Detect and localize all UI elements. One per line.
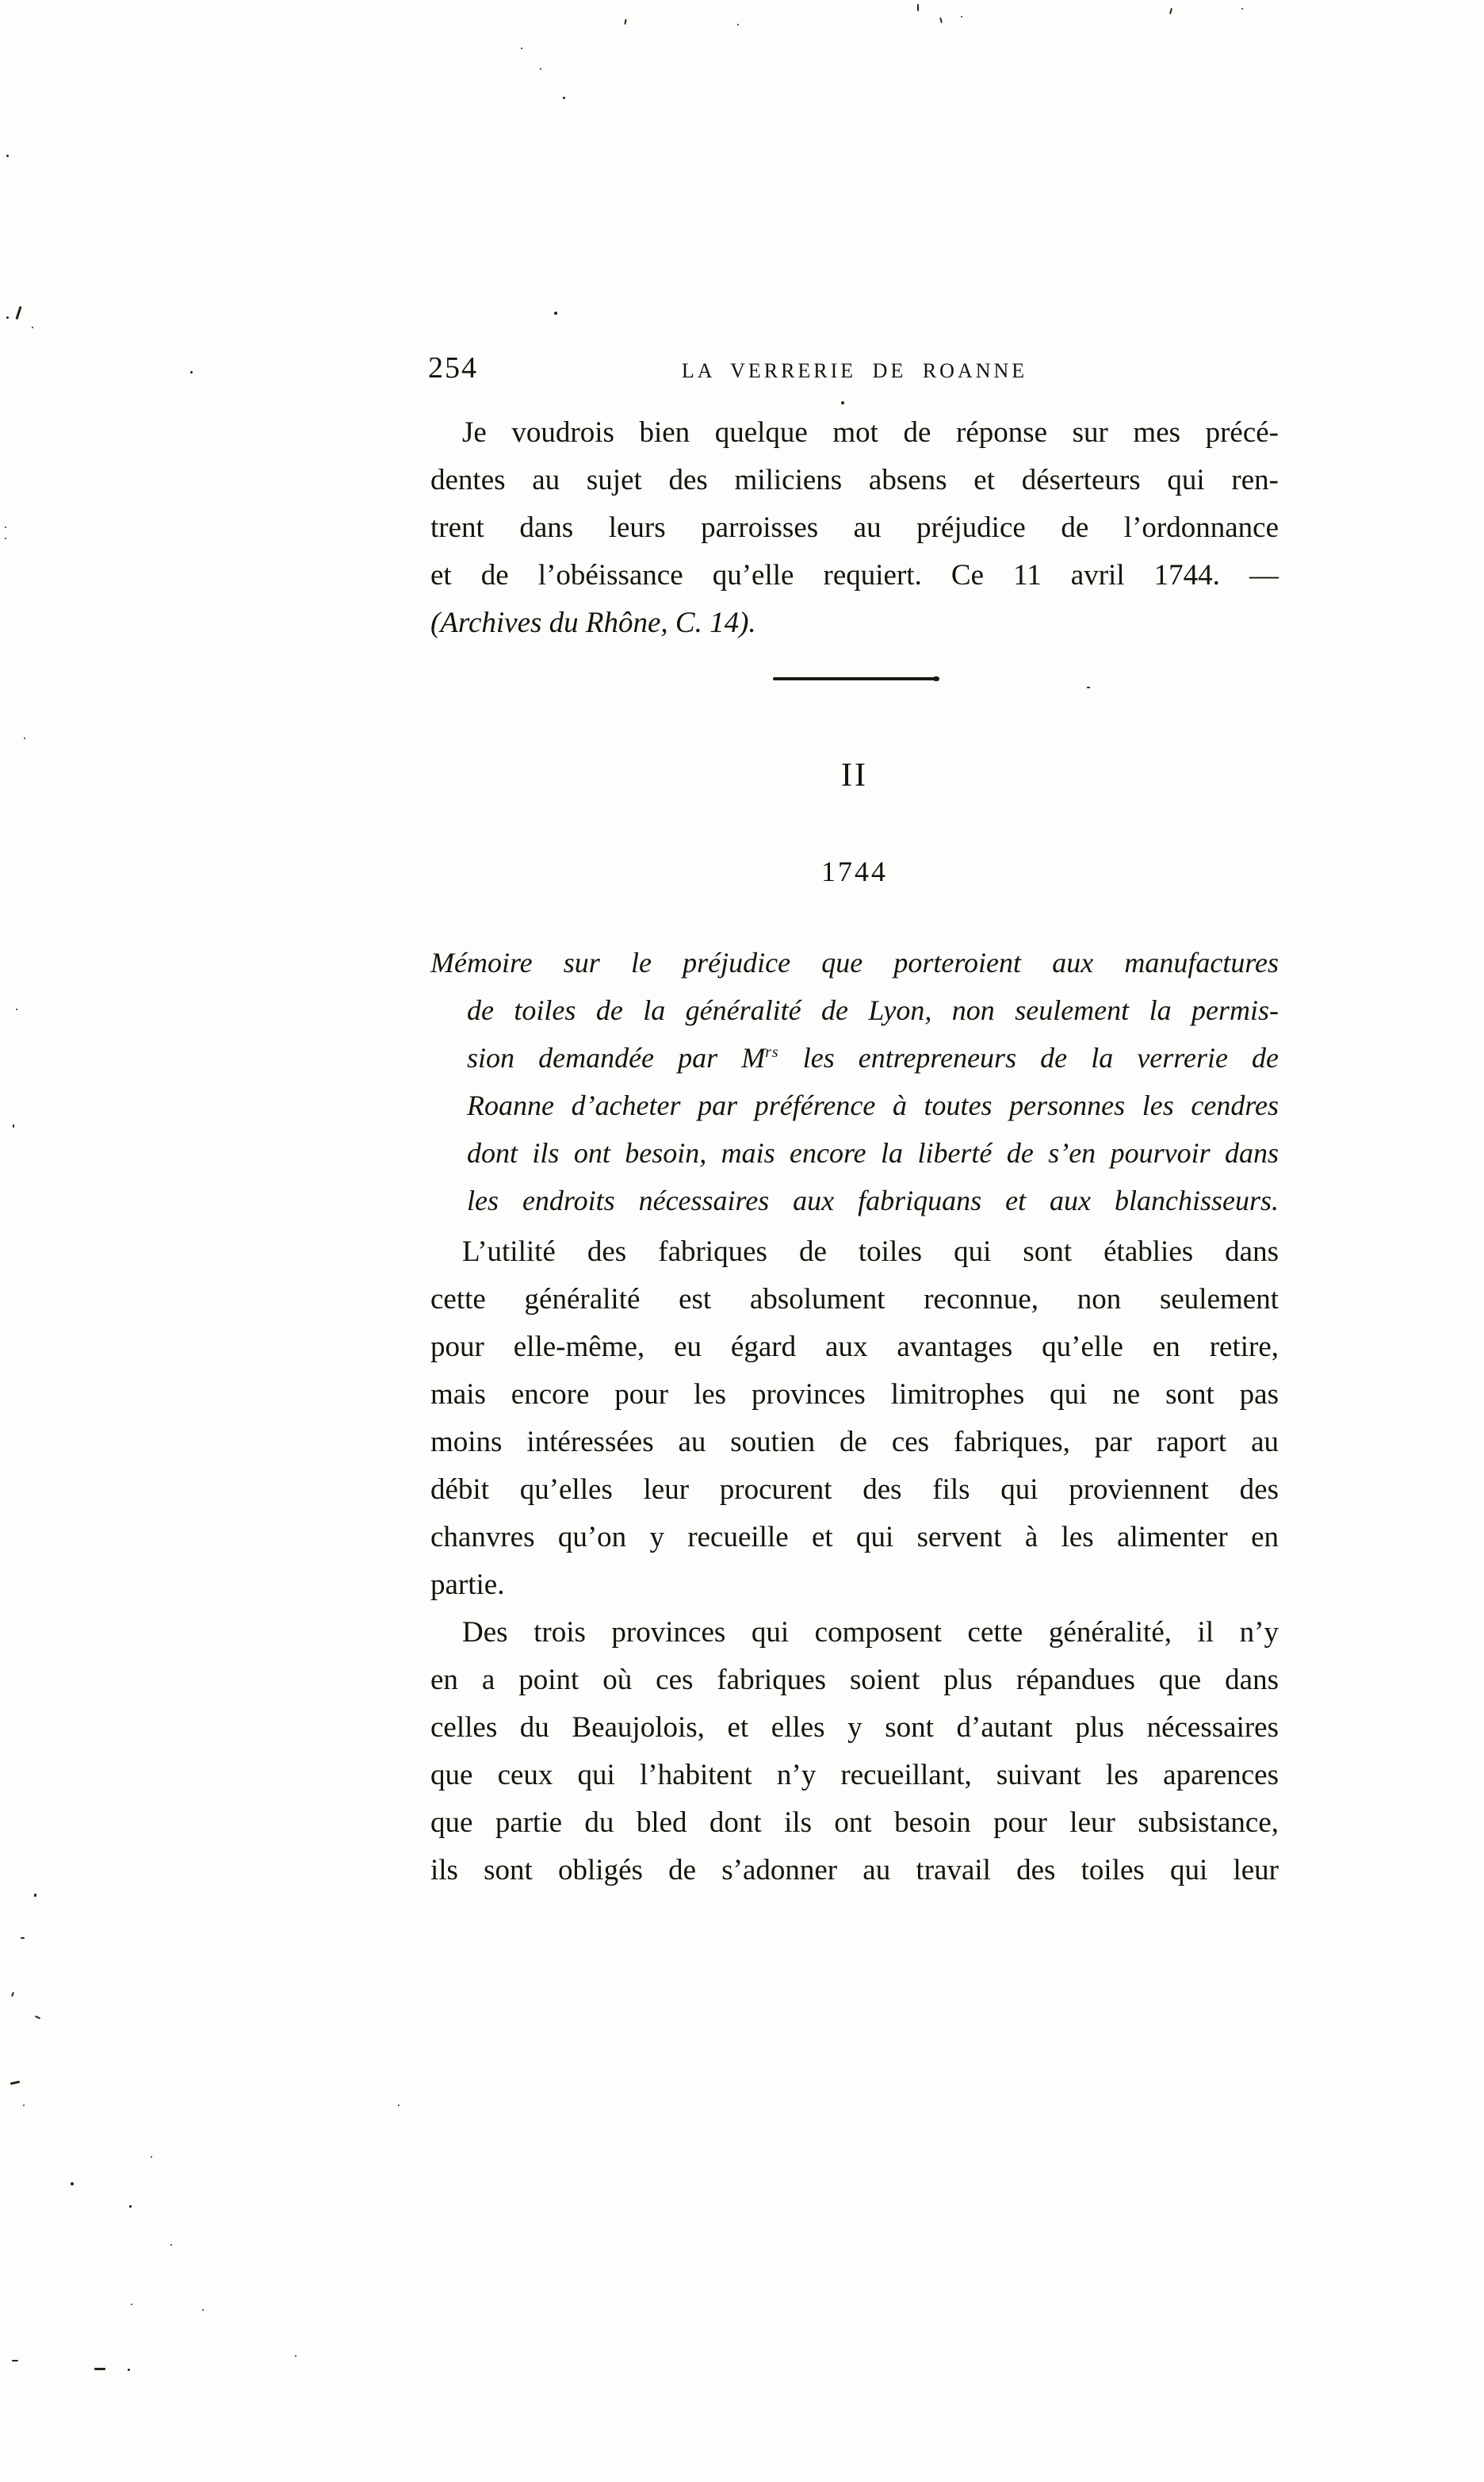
page-number: 254 [428, 351, 478, 385]
scan-speck [1169, 8, 1172, 14]
section-divider-rule [773, 677, 936, 680]
text-line: Je voudrois bien quelque mot de réponse sur mes précé- [462, 416, 1279, 449]
text-line: dentes au sujet des miliciens absens et déserteurs qui ren- [430, 464, 1279, 496]
scan-speck [94, 2368, 105, 2370]
scan-speck [1087, 687, 1090, 688]
section-numeral: II [841, 757, 868, 794]
scan-speck [32, 327, 33, 328]
text-line: Mémoire sur le préjudice que porteroient aux manufactures [430, 947, 1279, 979]
scan-speck [841, 401, 844, 404]
scan-speck [6, 155, 9, 157]
scan-speck [11, 1992, 14, 1997]
text-line: trent dans leurs parroisses au préjudice de l’ordonnance [430, 511, 1279, 544]
text-line: cette généralité est absolument reconnue, non seulement [430, 1283, 1279, 1316]
scan-speck [5, 538, 6, 539]
scan-speck [1241, 8, 1243, 10]
scan-speck [128, 2369, 130, 2371]
scan-speck [13, 1124, 14, 1128]
scan-speck [21, 1937, 25, 1939]
text-line [430, 1034, 1279, 1082]
text-line: que ceux qui l’habitent n’y recueillant, suivant les aparences [430, 1759, 1279, 1791]
memoir-title [430, 939, 1279, 1224]
memoir-paragraph-1 [430, 1228, 1279, 1609]
archive-reference: (Archives du Rhône, C. 14). [430, 607, 756, 639]
text-line: et de l’obéissance qu’elle requiert. Ce 11 avril 1744. — [430, 559, 1279, 592]
scan-speck [151, 2156, 152, 2158]
text-line: dont ils ont besoin, mais encore la liberté de s’en pourvoir dans [467, 1137, 1279, 1169]
scan-speck [12, 2360, 18, 2361]
text-line: Roanne d’acheter par préférence à toutes personnes les cendres [467, 1090, 1279, 1121]
text-segment: les entrepreneurs de la verrerie de [802, 1042, 1279, 1074]
scan-speck [202, 2309, 204, 2311]
superscript-abbreviation: rs [765, 1044, 779, 1061]
memoir-paragraph-2 [430, 1609, 1279, 1894]
text-line: moins intéressées au soutien de ces fabriques, par raport au [430, 1426, 1279, 1458]
text-line: L’utilité des fabriques de toiles qui sont établies dans [462, 1235, 1279, 1268]
scan-speck [129, 2205, 132, 2208]
scan-speck [5, 527, 6, 528]
text-line: chanvres qu’on y recueille et qui servent à les alimenter en [430, 1521, 1279, 1553]
text-line: que partie du bled dont ils ont besoin pour leur subsistance, [430, 1806, 1279, 1839]
text-line: pour elle-même, eu égard aux avantages qu’elle en retire, [430, 1331, 1279, 1363]
text-line: en a point où ces fabriques soient plus répandues que dans [430, 1664, 1279, 1696]
scan-speck [71, 2182, 74, 2185]
scan-speck [131, 2304, 132, 2305]
scan-speck [563, 97, 565, 99]
text-line: de toiles de la généralité de Lyon, non seulement la permis- [467, 994, 1279, 1026]
section-year: 1744 [821, 856, 888, 887]
scan-speck [961, 16, 962, 17]
text-line: les endroits nécessaires aux fabriquans et aux blanchisseurs. [467, 1185, 1279, 1216]
scan-speck [398, 2105, 400, 2106]
scan-speck [10, 2081, 20, 2085]
scan-speck [917, 4, 919, 11]
scan-speck [34, 1894, 36, 1897]
scan-speck [16, 1009, 17, 1010]
scan-speck [939, 17, 943, 23]
text-line: Des trois provinces qui composent cette généralité, il n’y [462, 1616, 1279, 1649]
scan-speck [521, 48, 522, 49]
letter-excerpt-paragraph [430, 409, 1279, 647]
text-line: mais encore pour les provinces limitrophes qui ne sont pas [430, 1378, 1279, 1411]
scan-speck [170, 2244, 172, 2246]
text-line: celles du Beaujolois, et elles y sont d’autant plus nécessaires [430, 1711, 1279, 1744]
text-segment: sion demandée par M [467, 1042, 766, 1074]
scan-speck [35, 2016, 40, 2020]
scan-speck [190, 371, 193, 373]
scan-speck [540, 68, 541, 70]
text-line: partie. [430, 1568, 505, 1601]
scan-speck [24, 737, 25, 739]
scan-speck [624, 19, 626, 25]
text-line: débit qu’elles leur procurent des fils qui proviennent des [430, 1473, 1279, 1506]
text-line: ils sont obligés de s’adonner au travail des toiles qui leur [430, 1854, 1279, 1886]
scan-speck [15, 306, 21, 320]
scan-speck [295, 2355, 296, 2357]
scan-speck [737, 24, 739, 25]
scan-speck [23, 2105, 25, 2106]
running-title: LA VERRERIE DE ROANNE [681, 359, 1028, 382]
scan-speck [554, 312, 557, 315]
scan-speck [6, 316, 9, 319]
